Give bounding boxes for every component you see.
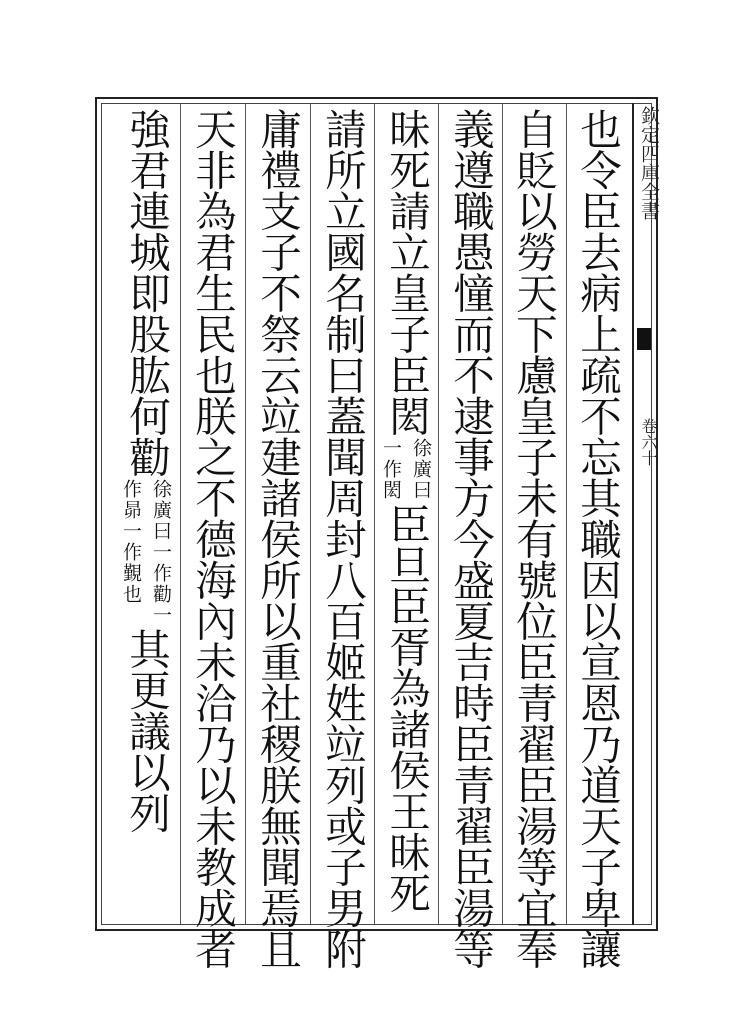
text-column	[502, 108, 564, 969]
main-text: 請所立國名制曰蓋聞周封八百姬姓竝列或子男附	[318, 108, 367, 969]
annotation-line-right: 徐廣曰一作勸一	[150, 479, 172, 626]
text-column	[181, 108, 243, 969]
main-text: 天非為君生民也朕之不德海內未洽乃以未教成者	[188, 108, 237, 969]
text-column	[439, 108, 501, 969]
annotation-note	[119, 479, 173, 626]
main-text: 庸禮支子不祭云竝建諸侯所以重社稷朕無聞焉且	[253, 108, 302, 969]
main-text: 義遵職愚憧而不逮事方今盛夏吉時臣青翟臣湯等	[446, 108, 495, 969]
text-column	[115, 108, 177, 908]
chapter-label: 卷六十	[639, 418, 658, 466]
main-text: 強君連城即股肱何勸	[122, 108, 171, 477]
text-column	[246, 108, 308, 969]
text-column	[566, 108, 628, 969]
margin-strip	[632, 103, 654, 925]
annotation-note	[379, 438, 433, 501]
text-column	[375, 108, 437, 913]
annotation-line-left: 一作閎	[380, 438, 402, 501]
text-column	[311, 108, 373, 969]
main-text: 自貶以勞天下慮皇子未有號位臣青翟臣湯等宜奉	[509, 108, 558, 969]
main-text: 臣旦臣胥為諸侯王昧死	[382, 503, 431, 913]
book-title: 欽定四庫全書	[638, 106, 660, 220]
annotation-line-right: 徐廣曰	[410, 438, 432, 501]
annotation-line-left: 作昴一作覲也	[120, 479, 142, 605]
main-text: 也令臣去病上疏不忘其職因以宣恩乃道天子卑讓	[573, 108, 622, 969]
fish-tail-mark	[637, 328, 651, 350]
main-text: 昧死請立皇子臣閎	[382, 108, 431, 436]
main-text: 其更議以列	[122, 628, 171, 833]
